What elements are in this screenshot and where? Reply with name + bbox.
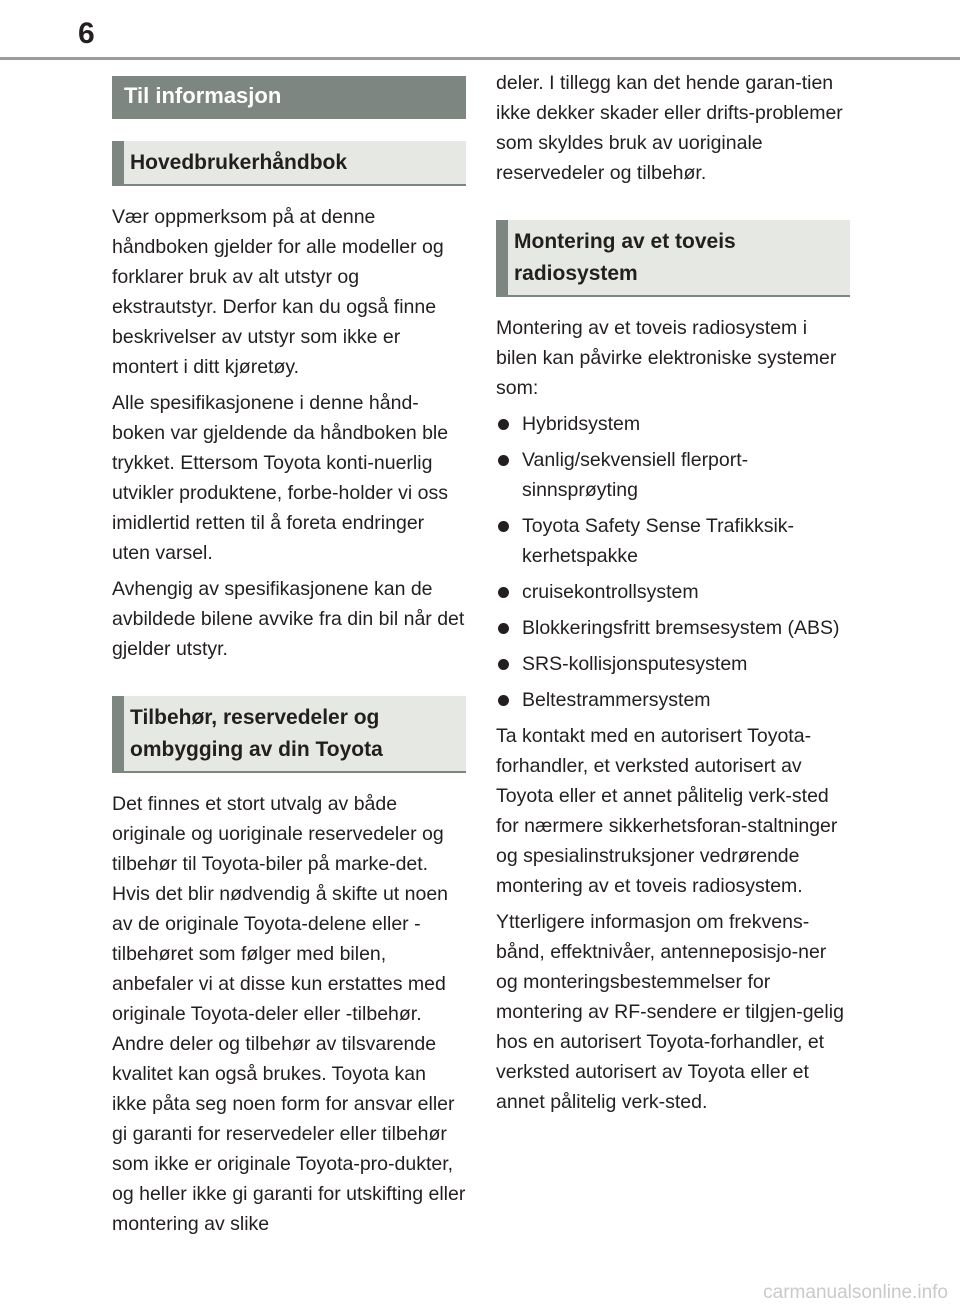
section-heading-main-manual: Hovedbrukerhåndbok [112,141,466,186]
chapter-title: Til informasjon [112,76,466,119]
bullet-icon [498,521,509,532]
list-item: Hybridsystem [496,409,850,439]
paragraph-continued: deler. I tillegg kan det hende garan-tien ikke dekker skader eller drifts-problemer som skyldes bruk av uoriginale reservedeler og tilbehør. [496,72,843,184]
paragraph: Det finnes et stort utvalg av både originale og uoriginale reservedeler og tilbehør til Toyota-biler på marke-det. Hvis det blir nødvendig å skifte ut noen av de originale Toyota-delene eller -tilbehøret som følger med bilen, anbefaler vi at disse kun erstattes med originale Toyota-deler eller -tilbehør. Andre deler og tilbehør av tilsvarende kvalitet kan også brukes. Toyota kan ikke påta seg noen form for ansvar eller gi garanti for reservedeler eller tilbehør som ikke er originale Toyota-pro-dukter, og heller ikke gi garanti for utskifting eller montering av slike [112,793,466,1235]
list-item: Beltestrammersystem [496,685,850,715]
paragraph: Vær oppmerksom på at denne håndboken gjelder for alle modeller og forklarer bruk av alt utstyr og ekstrautstyr. Derfor kan du også finne beskrivelser av utstyr som ikke er montert i ditt kjøretøy. [112,206,444,378]
bullet-icon [498,587,509,598]
bullet-icon [498,659,509,670]
section-heading-accessories: Tilbehør, reservedeler og ombygging av din Toyota [112,696,466,773]
list-item: cruisekontrollsystem [496,577,850,607]
bullet-icon [498,419,509,430]
bullet-icon [498,623,509,634]
paragraph: Ytterligere informasjon om frekvens-bånd, effektnivåer, antenneposisjo-ner og monteringsbestemmelser for montering av RF-sendere er tilgjen-gelig hos en autorisert Toyota-forhandler, et verksted autorisert av Toyota eller et annet pålitelig verk-sted. [496,911,844,1113]
list-item: Blokkeringsfritt bremsesystem (ABS) [496,613,850,643]
paragraph-intro: Montering av et toveis radiosystem i bilen kan påvirke elektroniske systemer som: [496,317,837,399]
left-column [112,76,466,1245]
list-item: Vanlig/sekvensiell flerport-sinnsprøyting [496,445,850,505]
paragraph: Ta kontakt med en autorisert Toyota-forhandler, et verksted autorisert av Toyota eller et annet pålitelig verk-sted for nærmere sikkerhetsforan-staltninger og spesialinstruksjoner vedrørende montering av et toveis radiosystem. [496,725,838,897]
list-item: SRS-kollisjonsputesystem [496,649,850,679]
bullet-icon [498,695,509,706]
paragraph: Avhengig av spesifikasjonene kan de avbildede bilene avvike fra din bil når det gjelder utstyr. [112,578,465,660]
bullet-icon [498,455,509,466]
watermark: carmanualsonline.info [763,1282,948,1303]
list-item: Toyota Safety Sense Trafikksik-kerhetspakke [496,511,850,571]
page-number: 6 [78,17,95,50]
section-heading-radio-system: Montering av et toveis radiosystem [496,220,850,297]
header-rule [0,57,960,60]
systems-list [496,409,850,715]
right-column [496,68,850,1123]
paragraph: Alle spesifikasjonene i denne hånd-boken var gjeldende da håndboken ble trykket. Ettersom Toyota konti-nuerlig utvikler produktene, forbe-holder vi oss imidlertid retten til å foreta endringer uten varsel. [112,392,449,564]
